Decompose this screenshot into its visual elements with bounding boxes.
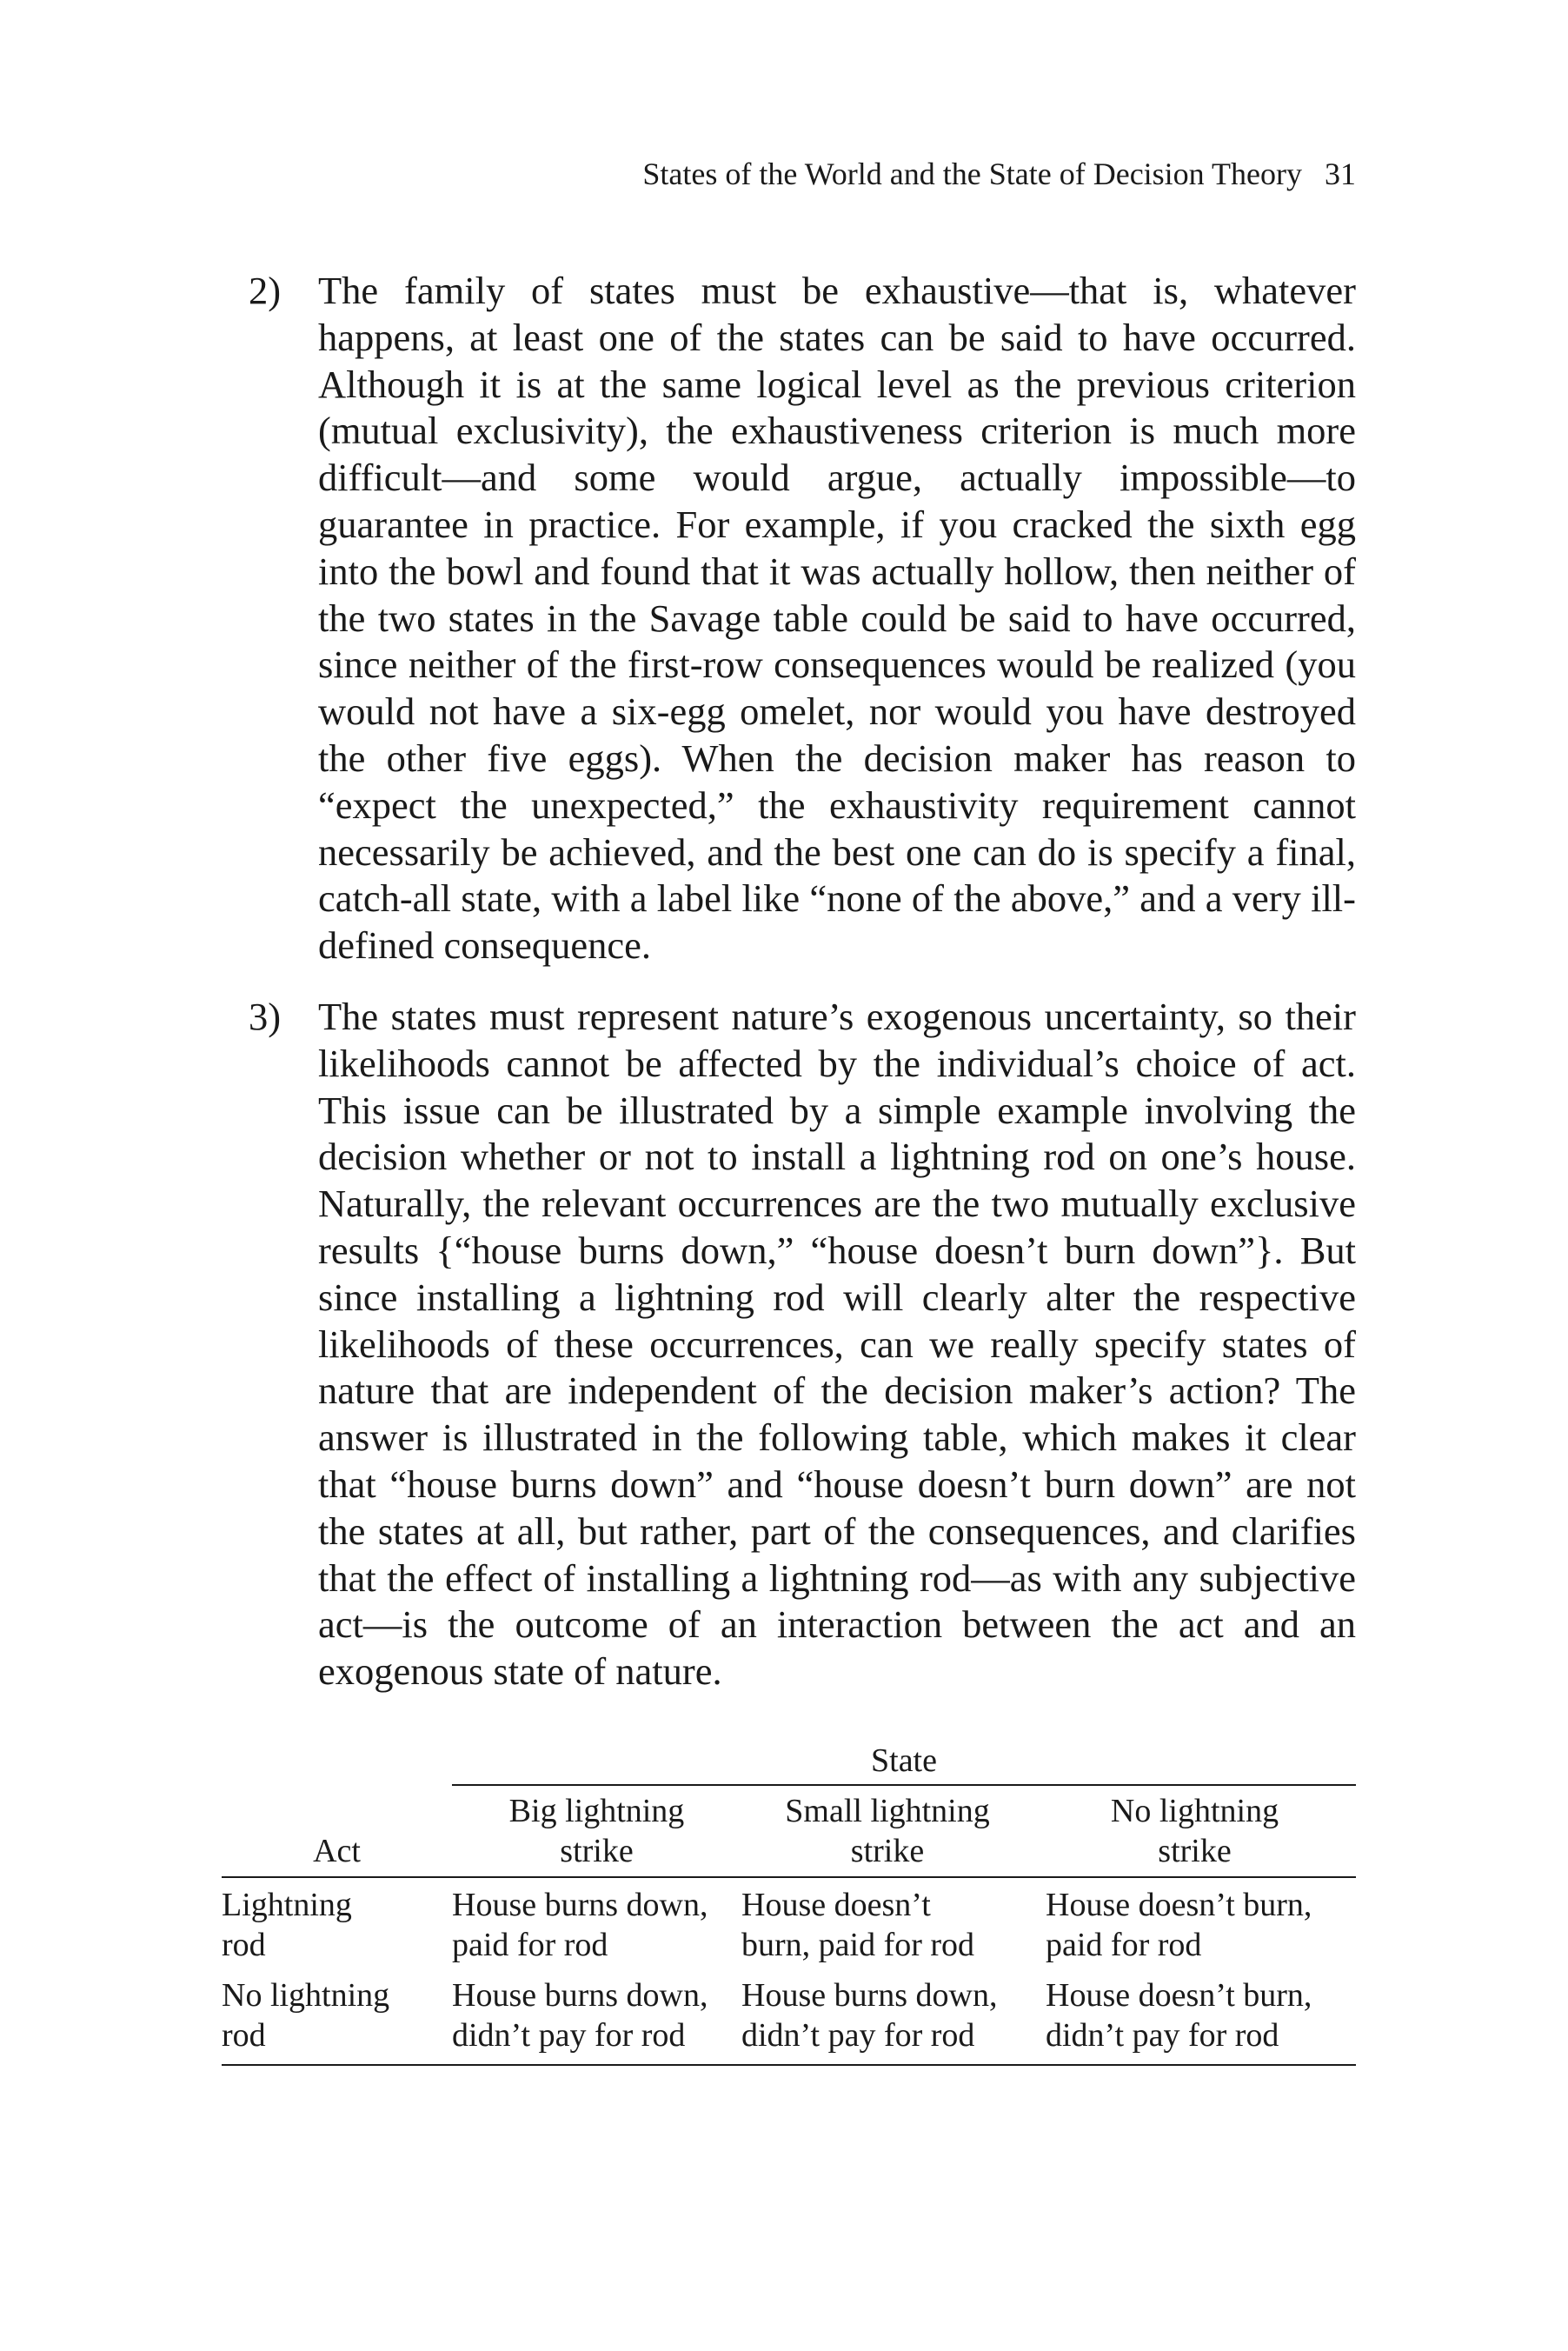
consequence-line: paid for rod (1046, 1927, 1202, 1963)
act-cell-line: rod (222, 1927, 266, 1963)
list-item-text: The states must represent nature’s exogenous uncertainty, so their likelihoods cannot be affected by the individual’s choice of act. This issue can be illustrated by a simple example involving the decision whether or not to install a lightning rod on one’s house. Naturally, the relevant occurrences are the two mutually exclusive results {“house burns down,” “house doesn’t burn down”}. But since installing a lightning rod will clearly alter the respective likelihoods of these occurrences, can we really specify states of nature that are independent of the decision maker’s action? The answer is illustrated in the following table, which makes it clear that “house burns down” and “house doesn’t burn down” are not the states at all, but rather, part of the consequences, and clarifies that the effect of installing a lightning rod—as with any subjective act—is the outcome of an interaction between the act and an exogenous state of nature. (318, 994, 1356, 1694)
consequence-line: House doesn’t (741, 1887, 931, 1923)
column-header-line: strike (1158, 1833, 1232, 1869)
act-cell-line: No lightning (222, 1977, 390, 2014)
table-column-header-row (222, 1785, 1356, 1877)
act-state-table (222, 1741, 1356, 2066)
act-header-label: Act (313, 1833, 361, 1869)
consequence-cell (1033, 1968, 1356, 2065)
state-header: State (452, 1741, 1356, 1785)
numbered-list (249, 268, 1356, 1720)
column-header-line: Big lightning (508, 1793, 685, 1829)
act-header (222, 1785, 452, 1877)
act-cell-line: Lightning (222, 1887, 352, 1923)
page-number: 31 (1325, 157, 1356, 191)
list-item-2 (249, 268, 1356, 969)
table-row (222, 1968, 1356, 2065)
consequence-cell (452, 1968, 741, 2065)
consequence-line: burn, paid for rod (741, 1927, 975, 1963)
list-item-3 (249, 994, 1356, 1695)
column-header-line: No lightning (1110, 1793, 1279, 1829)
consequence-cell (741, 1968, 1033, 2065)
table-state-header-row (222, 1741, 1356, 1785)
consequence-cell (452, 1877, 741, 1968)
running-head (222, 155, 1356, 193)
list-item-number: 3) (249, 994, 282, 1038)
table-corner-cell (222, 1741, 452, 1785)
column-header-small-lightning (741, 1785, 1033, 1877)
column-header-no-lightning (1033, 1785, 1356, 1877)
column-header-line: strike (850, 1833, 925, 1869)
consequence-line: House doesn’t burn, (1046, 1887, 1312, 1923)
consequence-cell (741, 1877, 1033, 1968)
act-cell-no-lightning-rod (222, 1968, 452, 2065)
column-header-line: Small lightning (785, 1793, 990, 1829)
table-row (222, 1877, 1356, 1968)
list-item-text: The family of states must be exhaustive—that is, whatever happens, at least one of the states can be said to have occurred. Although it is at the same logical level as the previous criterion (mutual exclusivity), the exhaustiveness criterion is much more difficult—and some would argue, actually impossible—to guarantee in practice. For example, if you cracked the sixth egg into the bowl and found that it was actually hollow, then neither of the two states in the Savage table could be said to have occurred, since neither of the first-row consequences would be realized (you would not have a six-egg omelet, nor would you have destroyed the other five eggs). When the decision maker has reason to “expect the unexpected,” the exhaustivity requirement cannot necessarily be achieved, and the best one can do is specify a final, catch-all state, with a label like “none of the above,” and a very ill-defined consequence. (318, 269, 1356, 968)
decision-table (222, 1741, 1356, 2066)
consequence-line: didn’t pay for rod (741, 2017, 975, 2054)
consequence-line: House burns down, (452, 1887, 708, 1923)
consequence-line: House burns down, (452, 1977, 708, 2014)
consequence-cell (1033, 1877, 1356, 1968)
column-header-big-lightning (452, 1785, 741, 1877)
consequence-line: didn’t pay for rod (452, 2017, 686, 2054)
consequence-line: House doesn’t burn, (1046, 1977, 1312, 2014)
act-cell-line: rod (222, 2017, 266, 2054)
consequence-line: didn’t pay for rod (1046, 2017, 1279, 2054)
consequence-line: paid for rod (452, 1927, 608, 1963)
list-item-number: 2) (249, 269, 282, 312)
running-head-title: States of the World and the State of Decision Theory (642, 157, 1302, 191)
consequence-line: House burns down, (741, 1977, 998, 2014)
column-header-line: strike (560, 1833, 634, 1869)
act-cell-lightning-rod (222, 1877, 452, 1968)
